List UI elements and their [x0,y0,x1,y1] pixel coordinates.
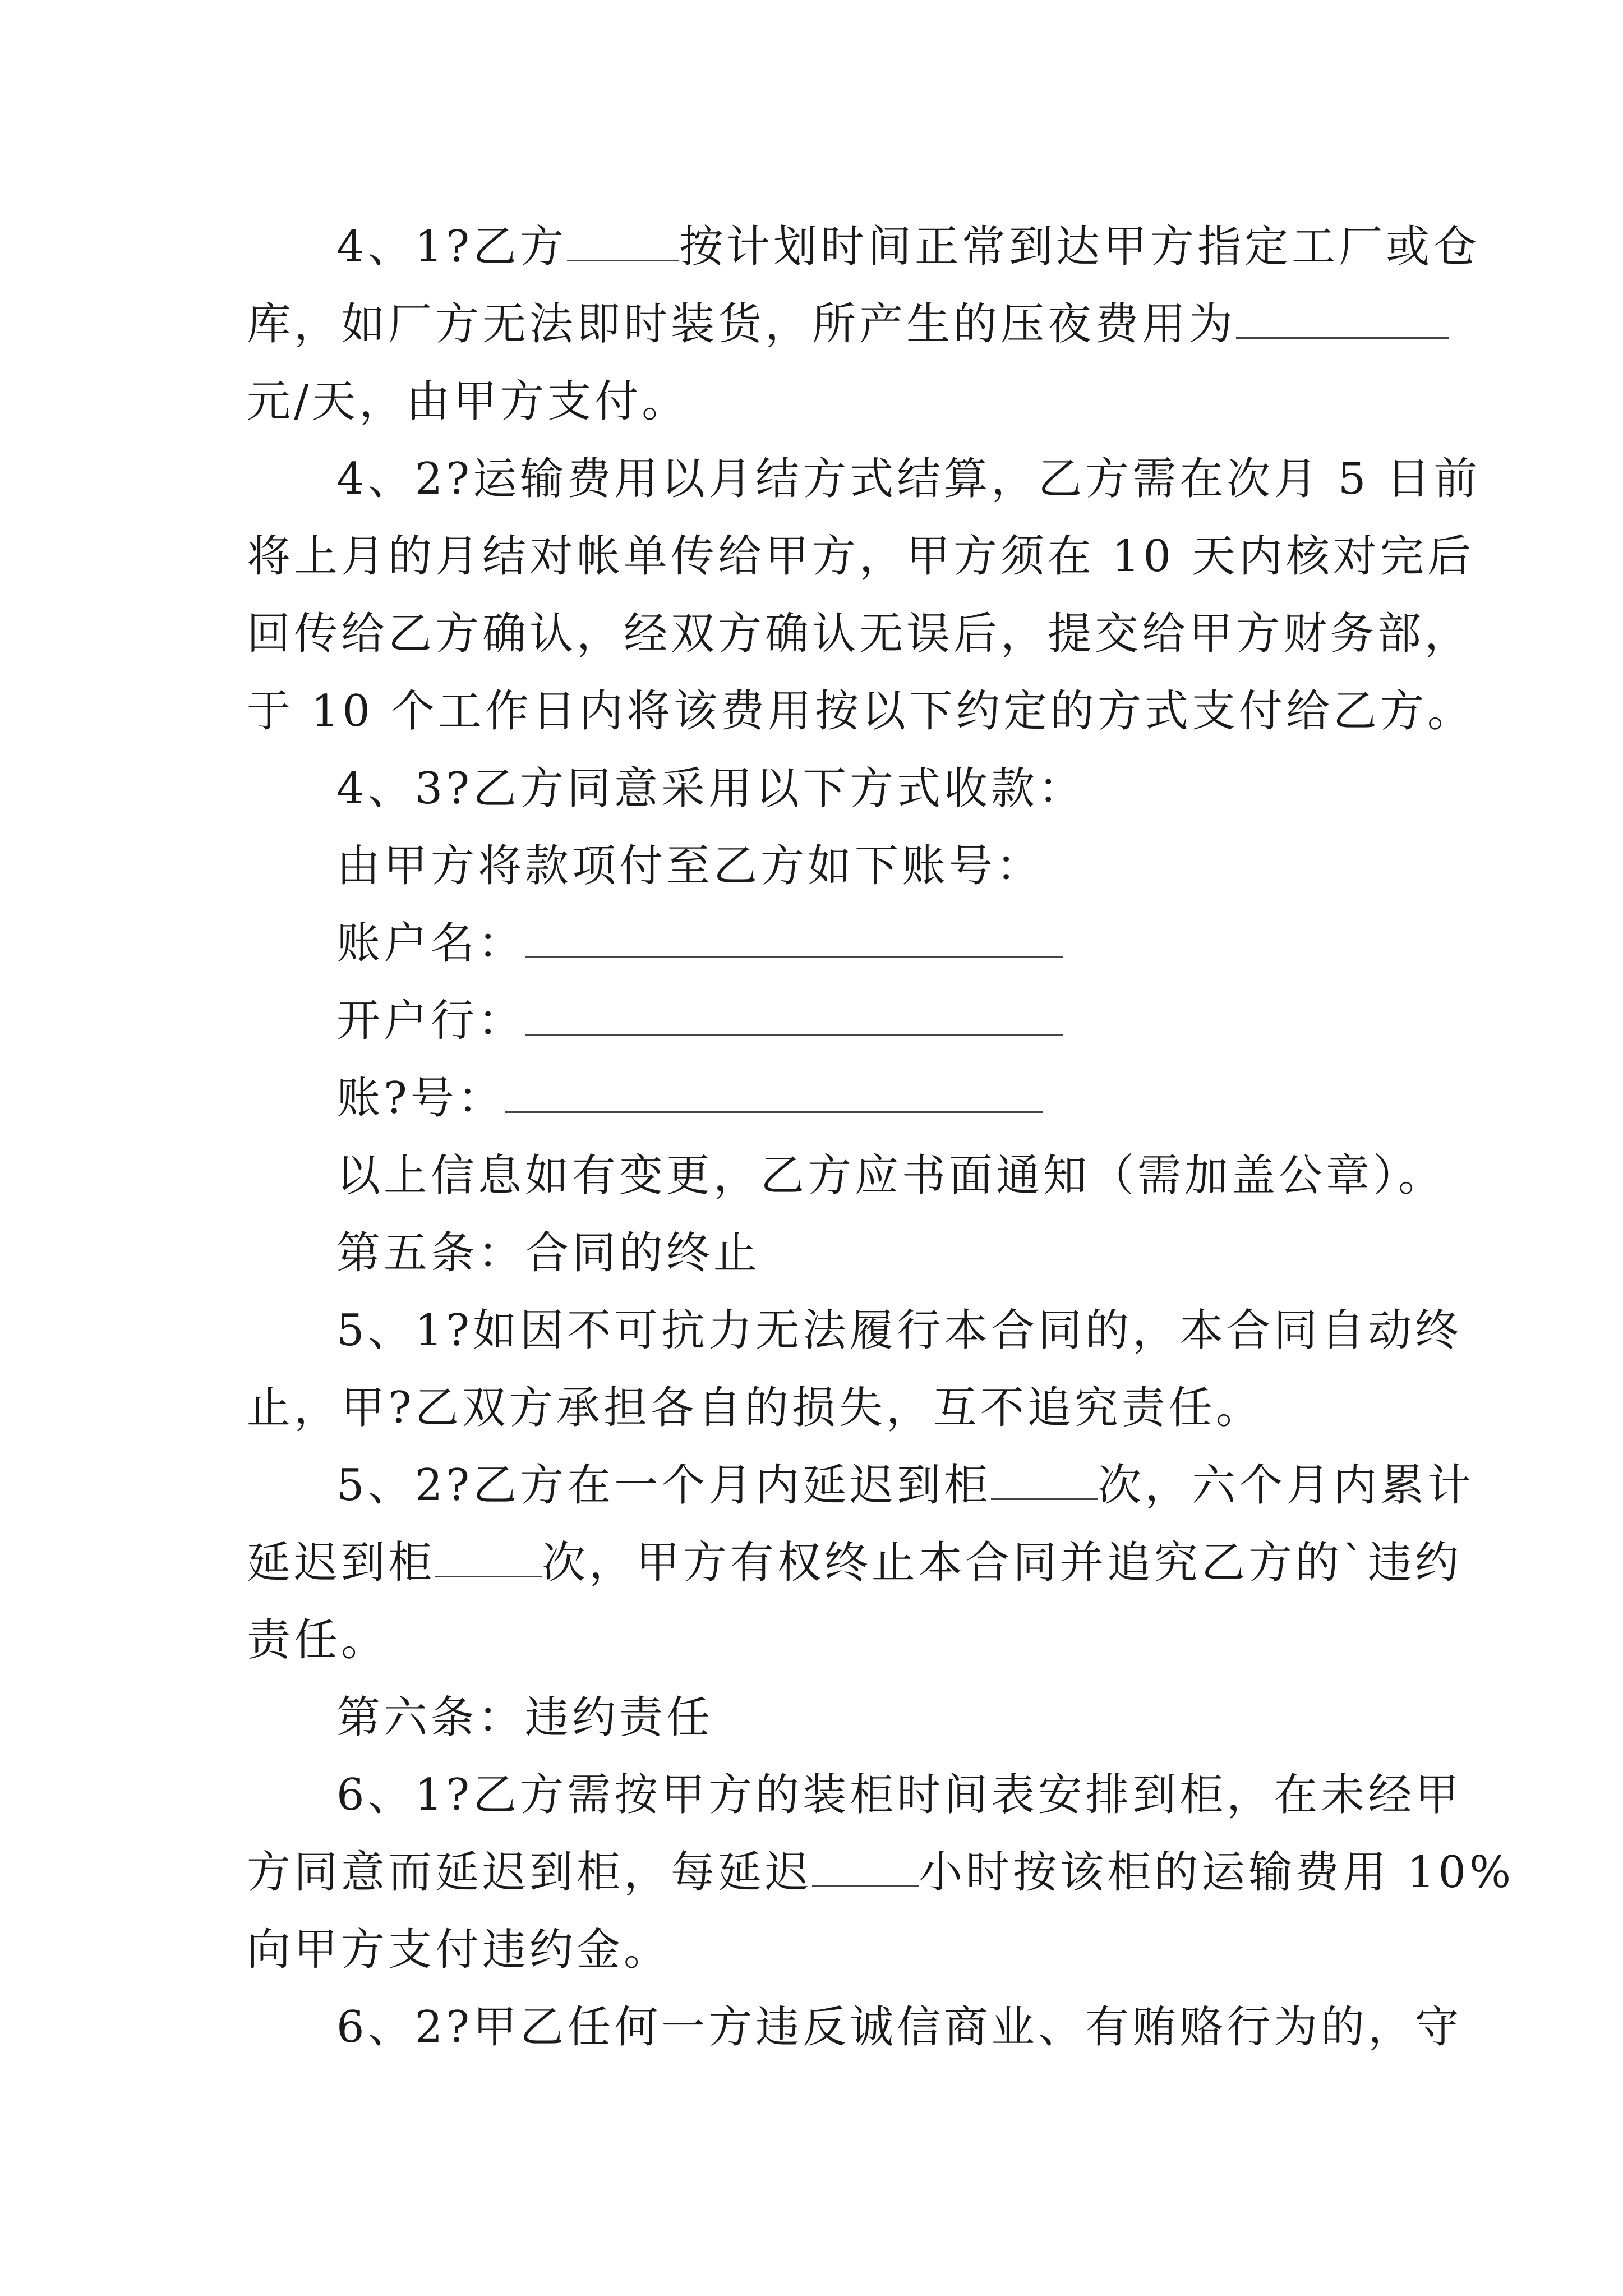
text-segment: 第五条：合同的终止 [336,1228,761,1278]
clause-4-2-line-1 [336,451,1481,507]
text-segment: 4、2?运输费用以月结方式结算，乙方需在次月 5 日前 [336,454,1481,504]
text-segment: 由甲方将款项付至乙方如下账号： [336,841,1044,891]
fill-blank [991,1465,1098,1500]
text-segment: 延迟到柜 [247,1538,436,1588]
text-segment: 向甲方支付违约金。 [247,1925,671,1975]
text-segment: 于 10 个工作日内将该费用按以下约定的方式支付给乙方。 [247,686,1474,737]
clause-4-1-line-1 [336,219,1481,275]
text-segment: 账?号： [336,1073,505,1124]
account-name-blank [525,923,1063,958]
payment-intro-line [336,838,1481,894]
text-segment: 以上信息如有变更，乙方应书面通知（需加盖公章）。 [336,1151,1446,1201]
bank-name-blank [525,1000,1063,1036]
bank-name-line [336,993,1481,1049]
text-segment: 止，甲?乙双方承担各自的损失，互不追究责任。 [247,1383,1263,1433]
text-segment: 次，六个月内累计 [1098,1460,1475,1511]
text-segment: 将上月的月结对帐单传给甲方，甲方须在 10 天内核对完后 [247,531,1474,582]
text-segment: 6、1?乙方需按甲方的装柜时间表安排到柜，在未经甲 [336,1770,1463,1820]
fill-blank [435,1542,542,1577]
clause-6-1-line-3 [247,1922,1391,1978]
article-6-heading [336,1690,1481,1746]
text-segment: 4、1?乙方 [336,222,568,272]
fill-blank [812,1852,919,1887]
text-segment: 开户行： [336,996,525,1046]
text-segment: 方同意而延迟到柜，每延迟 [247,1847,813,1898]
clause-4-3-line-1 [336,761,1481,817]
clause-4-2-line-4 [247,683,1474,739]
clause-5-1-line-2 [247,1380,1391,1436]
clause-5-2-line-1 [336,1457,1481,1513]
text-segment: 库，如厂方无法即时装货，所产生的压夜费用为 [247,299,1237,349]
fill-blank [567,226,679,261]
fill-blank [1236,303,1449,339]
clause-4-2-line-2 [247,528,1474,585]
clause-4-1-line-2 [247,296,1391,352]
clause-4-1-line-3 [247,374,1391,430]
clause-5-2-line-2 [247,1535,1463,1591]
account-number-blank [505,1078,1043,1113]
text-segment: 按计划时间正常到达甲方指定工厂或仓 [679,222,1481,272]
account-name-line [336,915,1481,972]
text-segment: 回传给乙方确认，经双方确认无误后，提交给甲方财务部， [247,609,1472,659]
text-segment: 4、3?乙方同意采用以下方式收款： [336,763,1086,814]
clause-6-1-line-2 [247,1844,1515,1901]
text-segment: 5、1?如因不可抗力无法履行本合同的，本合同自动终 [336,1305,1463,1356]
text-segment: 账户名： [336,918,525,969]
account-number-line [336,1070,1481,1126]
clause-5-1-line-1 [336,1303,1481,1359]
text-segment: 6、2?甲乙任何一方违反诚信商业、有贿赂行为的，守 [336,2002,1463,2053]
article-5-heading [336,1225,1481,1281]
clause-5-2-line-3 [247,1612,1391,1668]
clause-6-2-line-1 [336,1999,1481,2055]
text-segment: 次，甲方有权终止本合同并追究乙方的`违约 [542,1538,1463,1588]
text-segment: 5、2?乙方在一个月内延迟到柜 [336,1460,992,1511]
clause-6-1-line-1 [336,1767,1481,1823]
text-segment: 小时按该柜的运输费用 10% [919,1847,1515,1898]
text-segment: 元/天，由甲方支付。 [247,376,689,427]
text-segment: 第六条：违约责任 [336,1692,714,1743]
clause-4-2-line-3 [247,606,1472,662]
change-notice-line [336,1148,1481,1204]
text-segment: 责任。 [247,1615,389,1665]
